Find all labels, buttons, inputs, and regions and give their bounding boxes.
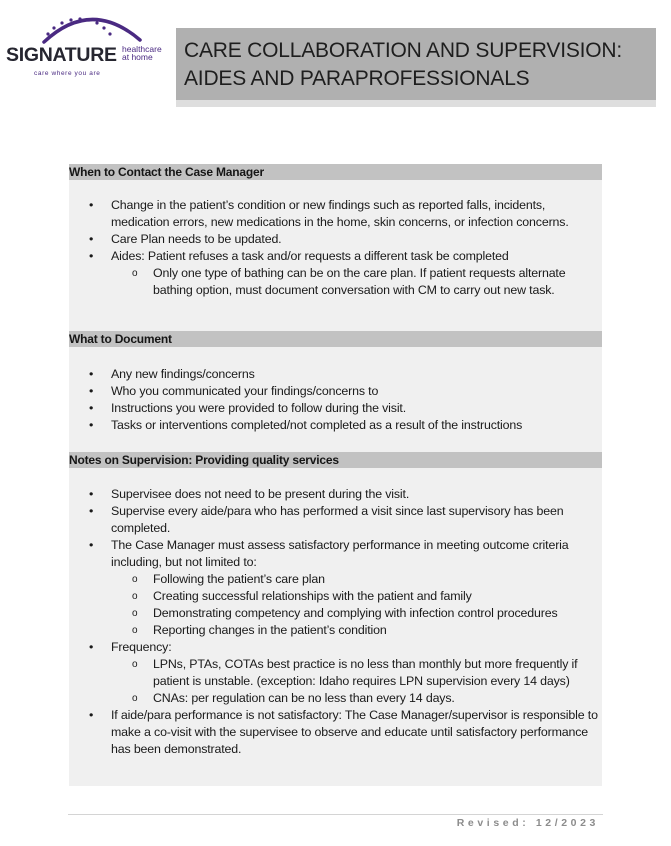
list-item-text: Change in the patient’s condition or new findings such as reported falls, incidents, medication errors, new medications in the home, skin concerns, or infection concerns.	[111, 198, 569, 229]
section-heading: When to Contact the Case Manager	[69, 164, 602, 180]
logo-subtitle-line1: healthcare	[122, 44, 162, 54]
sub-bullet-list	[111, 656, 602, 707]
sub-bullet-list	[111, 265, 602, 299]
hollow-bullet-icon: o	[132, 693, 138, 704]
revision-date: Revised: 12/2023	[456, 817, 599, 829]
bullet-list	[69, 486, 602, 758]
hollow-bullet-icon: o	[132, 268, 138, 279]
sub-list-item-text: Creating successful relationships with the patient and family	[153, 589, 472, 603]
bullet-icon: •	[89, 487, 94, 501]
page-title-banner	[176, 28, 656, 100]
bullet-icon: •	[89, 232, 94, 246]
bullet-list	[69, 366, 602, 434]
sub-bullet-list	[111, 571, 602, 639]
list-item-text: Tasks or interventions completed/not completed as a result of the instructions	[111, 418, 523, 432]
sub-list-item	[111, 605, 602, 622]
list-item	[69, 383, 602, 400]
title-underline-strip	[176, 100, 656, 107]
bullet-icon: •	[89, 538, 94, 552]
list-item-text: Aides: Patient refuses a task and/or requests a different task be completed	[111, 249, 509, 263]
hollow-bullet-icon: o	[132, 574, 138, 585]
list-item-text: Instructions you were provided to follow during the visit.	[111, 401, 407, 415]
bullet-list	[69, 197, 602, 299]
list-item	[69, 248, 602, 299]
company-logo	[6, 8, 170, 80]
bullet-icon: •	[89, 401, 94, 415]
logo-subtitle	[122, 45, 162, 61]
list-item	[69, 400, 602, 417]
list-item	[69, 197, 602, 231]
list-item-text: Supervise every aide/para who has performed a visit since last supervisory has been completed.	[111, 504, 564, 535]
bullet-icon: •	[89, 640, 94, 654]
bullet-icon: •	[89, 418, 94, 432]
list-item-text: The Case Manager must assess satisfactory performance in meeting outcome criteria including, but not limited to:	[111, 538, 569, 569]
hollow-bullet-icon: o	[132, 591, 138, 602]
section-notes-on-supervision	[69, 452, 602, 758]
bullet-icon: •	[89, 384, 94, 398]
sub-list-item-text: LPNs, PTAs, COTAs best practice is no less than monthly but more frequently if patient is unstable. (exception: Idaho requires LPN supervision every 14 days)	[153, 657, 578, 688]
section-contact-case-manager	[69, 164, 602, 331]
logo-subtitle-line2: at home	[122, 52, 153, 62]
list-item	[69, 639, 602, 707]
list-item	[69, 537, 602, 639]
sub-list-item	[111, 265, 602, 299]
section-heading: What to Document	[69, 331, 602, 347]
section-what-to-document	[69, 331, 602, 452]
list-item-text: Supervisee does not need to be present during the visit.	[111, 487, 410, 501]
sub-list-item-text: Reporting changes in the patient’s condition	[153, 623, 387, 637]
list-item	[69, 231, 602, 248]
sub-list-item-text: CNAs: per regulation can be no less than every 14 days.	[153, 691, 455, 705]
list-item-text: Any new findings/concerns	[111, 367, 255, 381]
list-item-text: Care Plan needs to be updated.	[111, 232, 282, 246]
sub-list-item-text: Following the patient’s care plan	[153, 572, 325, 586]
sub-list-item	[111, 622, 602, 639]
list-item-text: Frequency:	[111, 640, 172, 654]
sub-list-item-text: Demonstrating competency and complying with infection control procedures	[153, 606, 558, 620]
sub-list-item	[111, 690, 602, 707]
content-panel	[69, 164, 602, 786]
list-item-text: Who you communicated your findings/concerns to	[111, 384, 379, 398]
list-item	[69, 707, 602, 758]
hollow-bullet-icon: o	[132, 625, 138, 636]
list-item-text: If aide/para performance is not satisfactory: The Case Manager/supervisor is responsible to make a co-visit with the supervisee to observe and educate until satisfactory performance has been demonstrated.	[111, 708, 598, 756]
logo-tagline: care where you are	[34, 70, 101, 77]
bullet-icon: •	[89, 198, 94, 212]
page-title-line-2: AIDES AND PARAPROFESSIONALS	[184, 67, 530, 90]
bullet-icon: •	[89, 249, 94, 263]
hollow-bullet-icon: o	[132, 659, 138, 670]
footer-divider	[68, 814, 603, 815]
bullet-icon: •	[89, 504, 94, 518]
list-item	[69, 486, 602, 503]
hollow-bullet-icon: o	[132, 608, 138, 619]
list-item	[69, 366, 602, 383]
list-item	[69, 417, 602, 434]
bullet-icon: •	[89, 367, 94, 381]
logo-brand-name: SIGNATURE	[6, 44, 117, 66]
sub-list-item	[111, 656, 602, 690]
sub-list-item-text: Only one type of bathing can be on the care plan. If patient requests alternate bathing option, must document conversation with CM to carry out new task.	[153, 266, 566, 297]
list-item	[69, 503, 602, 537]
page-title-line-1: CARE COLLABORATION AND SUPERVISION:	[184, 39, 622, 62]
bullet-icon: •	[89, 708, 94, 722]
arc-dots-icon	[36, 8, 146, 44]
sub-list-item	[111, 571, 602, 588]
sub-list-item	[111, 588, 602, 605]
section-heading: Notes on Supervision: Providing quality services	[69, 452, 602, 468]
